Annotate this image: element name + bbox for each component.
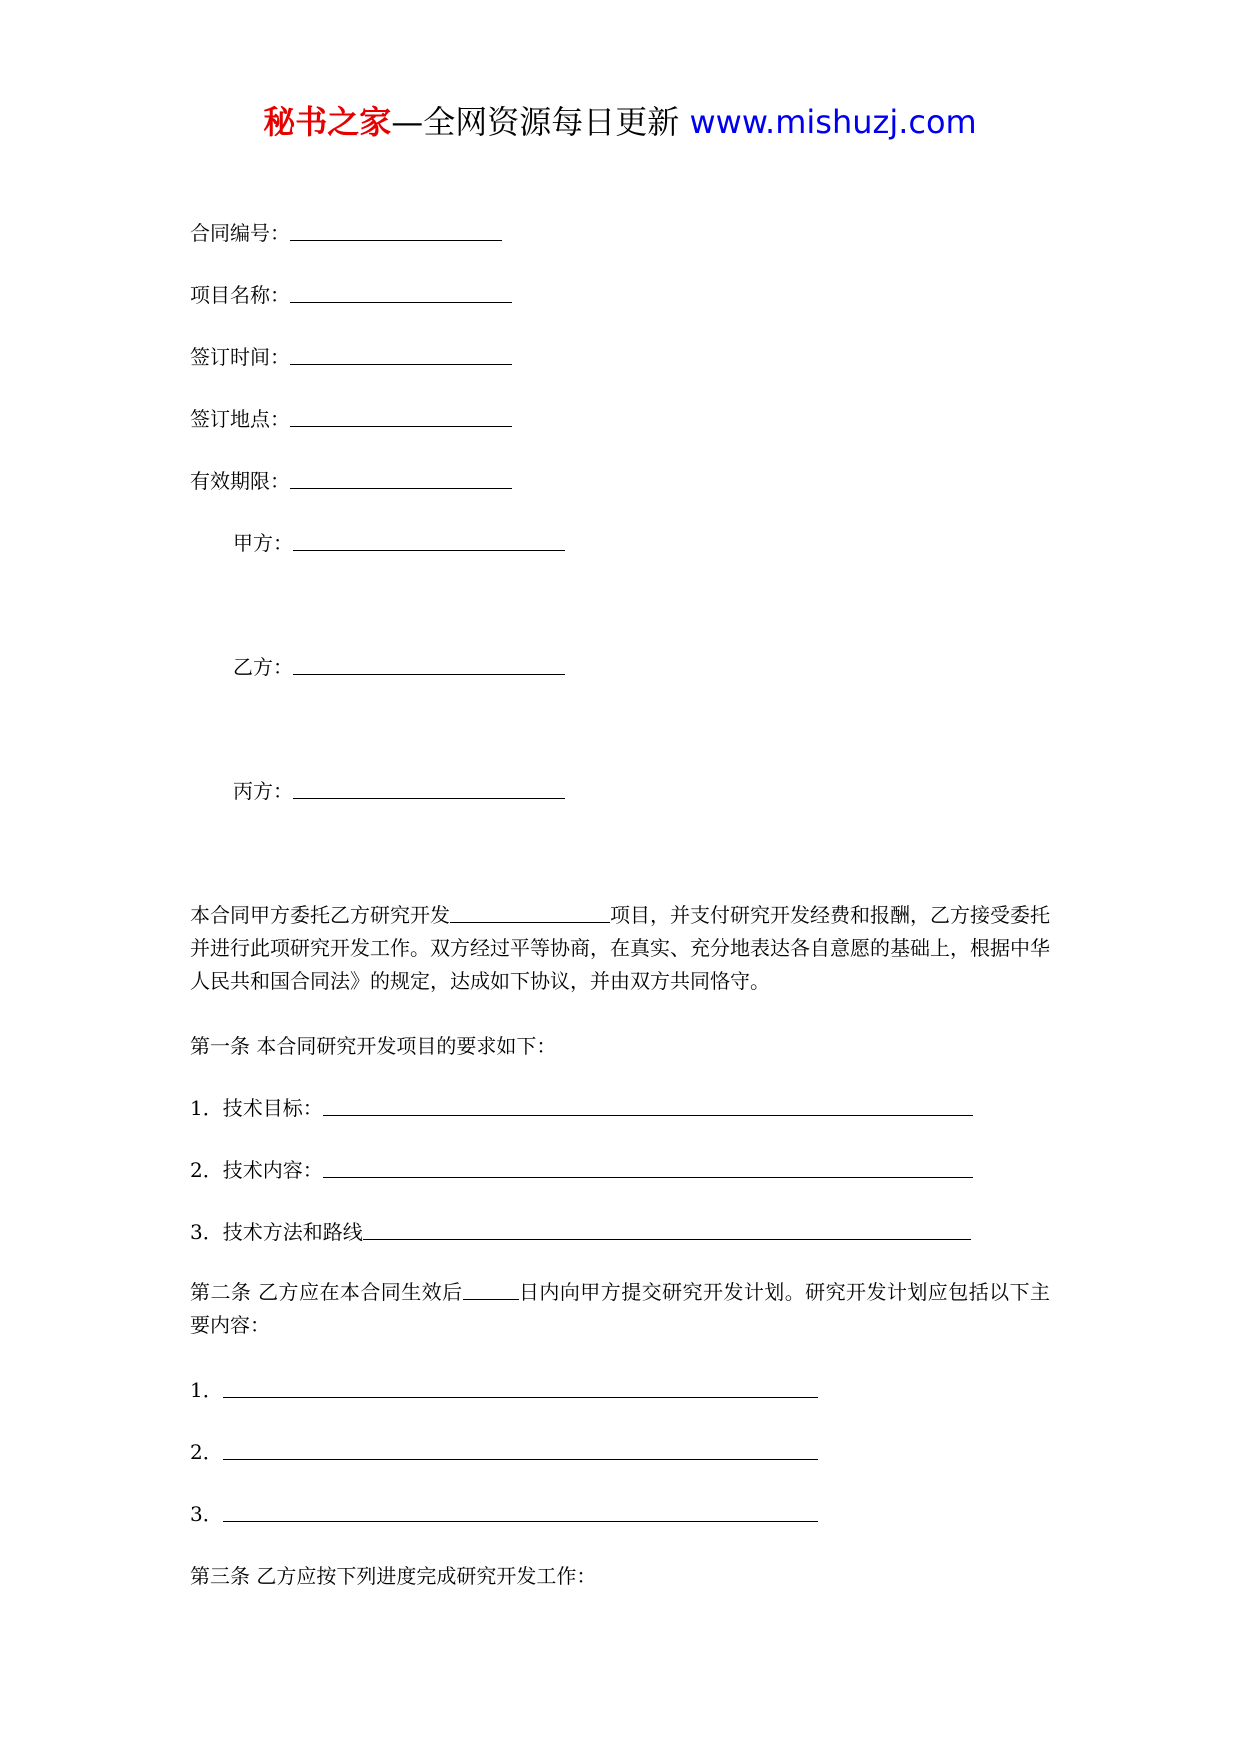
article-1-item-3 (190, 1217, 971, 1247)
article-2-text-1: 第二条 乙方应在本合同生效后 (190, 1280, 463, 1304)
article-2-text-2: 日内向甲方提交研究开发计划。研究开发计划应包括以下主要内容： (190, 1280, 1051, 1337)
preamble-text-1: 本合同甲方委托乙方研究开发 (190, 903, 450, 927)
days-blank (463, 1277, 519, 1300)
sign-time-row (190, 342, 512, 372)
article-2-item-1 (190, 1375, 818, 1405)
preamble-text-2: 项目，并支付研究开发经费和报酬，乙方接受委托并进行此项研究开发工作。双方经过平等协商，在真实、充分地表达各自意愿的基础上，根据中华人民共和国合同法》的规定，达成如下协议，并由双方共同恪守。 (190, 903, 1050, 993)
tech-goal-blank (323, 1094, 973, 1116)
plan-item-2-label: 2． (190, 1440, 223, 1464)
article-1-item-2 (190, 1155, 973, 1185)
contract-no-blank (290, 219, 502, 241)
contract-no-label: 合同编号： (190, 221, 290, 245)
validity-blank (290, 467, 512, 489)
project-name-label: 项目名称： (190, 283, 290, 307)
project-blank (450, 900, 610, 923)
validity-label: 有效期限： (190, 469, 290, 493)
article-2-item-3 (190, 1499, 818, 1529)
party-b-row (233, 652, 565, 682)
article-3-title: 第三条 乙方应按下列进度完成研究开发工作： (190, 1564, 597, 1588)
party-c-blank (293, 777, 565, 799)
sign-place-row (190, 404, 512, 434)
plan-item-3-label: 3． (190, 1502, 223, 1526)
sign-time-blank (290, 343, 512, 365)
article-2-paragraph (190, 1276, 1050, 1342)
plan-item-1-blank (223, 1376, 818, 1398)
article-1-item-1 (190, 1093, 973, 1123)
tech-content-blank (323, 1156, 973, 1178)
site-url: www.mishuzj.com (689, 103, 977, 141)
article-2-item-2 (190, 1437, 818, 1467)
tech-content-label: 2．技术内容： (190, 1158, 323, 1182)
party-a-label: 甲方： (233, 531, 293, 555)
party-c-label: 丙方： (233, 779, 293, 803)
brand-name: 秘书之家 (263, 103, 392, 141)
plan-item-2-blank (223, 1438, 818, 1460)
plan-item-1-label: 1． (190, 1378, 223, 1402)
party-a-row (233, 528, 565, 558)
preamble-paragraph (190, 899, 1050, 998)
party-a-blank (293, 529, 565, 551)
article-1-title: 第一条 本合同研究开发项目的要求如下： (190, 1034, 557, 1058)
project-name-row (190, 280, 512, 310)
validity-row (190, 466, 512, 496)
sign-place-blank (290, 405, 512, 427)
tech-goal-label: 1．技术目标： (190, 1096, 323, 1120)
header-dash: — (391, 103, 424, 141)
tech-method-blank (363, 1218, 971, 1240)
sign-place-label: 签订地点： (190, 407, 290, 431)
site-header (0, 100, 1240, 144)
contract-no-row (190, 218, 502, 248)
plan-item-3-blank (223, 1500, 818, 1522)
sign-time-label: 签订时间： (190, 345, 290, 369)
party-b-blank (293, 653, 565, 675)
header-tagline: 全网资源每日更新 (423, 103, 680, 141)
tech-method-label: 3．技术方法和路线 (190, 1220, 363, 1244)
party-c-row (233, 776, 565, 806)
party-b-label: 乙方： (233, 655, 293, 679)
project-name-blank (290, 281, 512, 303)
